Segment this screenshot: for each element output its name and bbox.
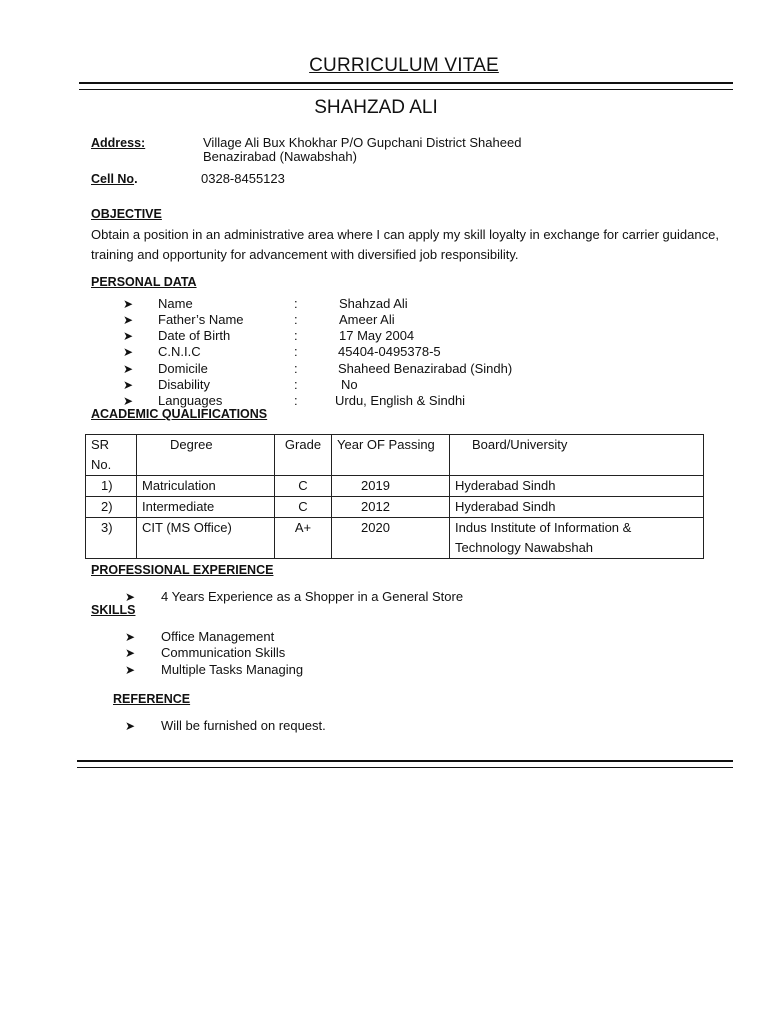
cell-year: 2012 [332, 497, 450, 518]
personal-separator: : [294, 328, 298, 343]
address-label: Address: [91, 136, 146, 150]
header-grade: Grade [275, 435, 332, 476]
cell-board [450, 518, 704, 559]
skill-text: Office Management [161, 629, 275, 644]
personal-label: Domicile [158, 361, 208, 376]
address-line-1: Village Ali Bux Khokhar P/O Gupchani District Shaheed [203, 135, 522, 150]
cell-year: 2020 [332, 518, 450, 559]
academic-table [85, 434, 704, 559]
header-board: Board/University [450, 435, 704, 476]
header-sr: SR No. [86, 435, 137, 476]
personal-value: No [341, 377, 358, 392]
candidate-name: SHAHZAD ALI [314, 97, 438, 118]
personal-value: Ameer Ali [339, 312, 395, 327]
cell-sr: 2) [86, 497, 137, 518]
academic-heading: ACADEMIC QUALIFICATIONS [91, 407, 268, 421]
objective-line-2: training and opportunity for advancement with diversified job responsibility. [91, 247, 519, 262]
personal-value: Shahzad Ali [339, 296, 408, 311]
cell-grade: C [275, 476, 332, 497]
cell-degree: Matriculation [137, 476, 275, 497]
bullet-icon: ➤ [123, 394, 134, 408]
reference-text: Will be furnished on request. [161, 718, 326, 733]
cell-degree: CIT (MS Office) [137, 518, 275, 559]
personal-value: Urdu, English & Sindhi [335, 393, 466, 408]
table-row [86, 476, 704, 497]
personal-separator: : [294, 377, 298, 392]
top-divider [79, 82, 733, 90]
bullet-icon: ➤ [123, 362, 134, 376]
bullet-icon: ➤ [123, 345, 134, 359]
skill-text: Multiple Tasks Managing [161, 662, 304, 677]
header-degree: Degree [137, 435, 275, 476]
cell-board: Hyderabad Sindh [450, 497, 704, 518]
reference-heading: REFERENCE [113, 692, 191, 706]
bullet-icon: ➤ [123, 313, 134, 327]
cell-sr: 1) [86, 476, 137, 497]
cell-value: 0328-8455123 [201, 171, 285, 186]
cell-sr: 3) [86, 518, 137, 559]
experience-text: 4 Years Experience as a Shopper in a General Store [161, 589, 464, 604]
cell-grade: C [275, 497, 332, 518]
cell-degree: Intermediate [137, 497, 275, 518]
bullet-icon: ➤ [123, 378, 134, 392]
personal-label: Name [158, 296, 193, 311]
cell-board-line-1: Indus Institute of Information & [455, 520, 632, 535]
bullet-icon: ➤ [125, 630, 136, 644]
bullet-icon: ➤ [125, 663, 136, 677]
cell-label: Cell No [91, 172, 135, 186]
personal-label: Languages [158, 393, 223, 408]
cell-year: 2019 [332, 476, 450, 497]
personal-label: Father’s Name [158, 312, 244, 327]
experience-heading: PROFESSIONAL EXPERIENCE [91, 563, 274, 577]
header-year: Year OF Passing [332, 435, 450, 476]
objective-line-1: Obtain a position in an administrative area where I can apply my skill loyalty in exchange for carrier guidance, [91, 227, 719, 242]
cell-board: Hyderabad Sindh [450, 476, 704, 497]
cell-board-line-2: Technology Nawabshah [455, 540, 594, 555]
personal-label: Disability [158, 377, 211, 392]
bullet-icon: ➤ [123, 329, 134, 343]
objective-heading: OBJECTIVE [91, 207, 162, 221]
personal-value: Shaheed Benazirabad (Sindh) [338, 361, 513, 376]
personal-separator: : [294, 361, 298, 376]
bullet-icon: ➤ [125, 590, 136, 604]
personal-label: Date of Birth [158, 328, 231, 343]
personal-data-heading: PERSONAL DATA [91, 275, 197, 289]
bottom-divider [77, 760, 733, 768]
personal-separator: : [294, 296, 298, 311]
document-title: CURRICULUM VITAE [309, 55, 499, 76]
personal-separator: : [294, 312, 298, 327]
skills-heading: SKILLS [91, 603, 136, 617]
personal-value: 17 May 2004 [339, 328, 415, 343]
bullet-icon: ➤ [125, 719, 136, 733]
bullet-icon: ➤ [123, 297, 134, 311]
personal-label: C.N.I.C [158, 344, 201, 359]
personal-separator: : [294, 344, 298, 359]
address-line-2: Benazirabad (Nawabshah) [203, 149, 357, 164]
cell-label-dot: . [134, 172, 138, 186]
skill-text: Communication Skills [161, 645, 286, 660]
personal-value: 45404-0495378-5 [338, 344, 441, 359]
cell-grade: A+ [275, 518, 332, 559]
table-header-row [86, 435, 704, 476]
table-row [86, 497, 704, 518]
cell-label-group [91, 172, 138, 186]
personal-separator: : [294, 393, 298, 408]
table-row [86, 518, 704, 559]
bullet-icon: ➤ [125, 646, 136, 660]
